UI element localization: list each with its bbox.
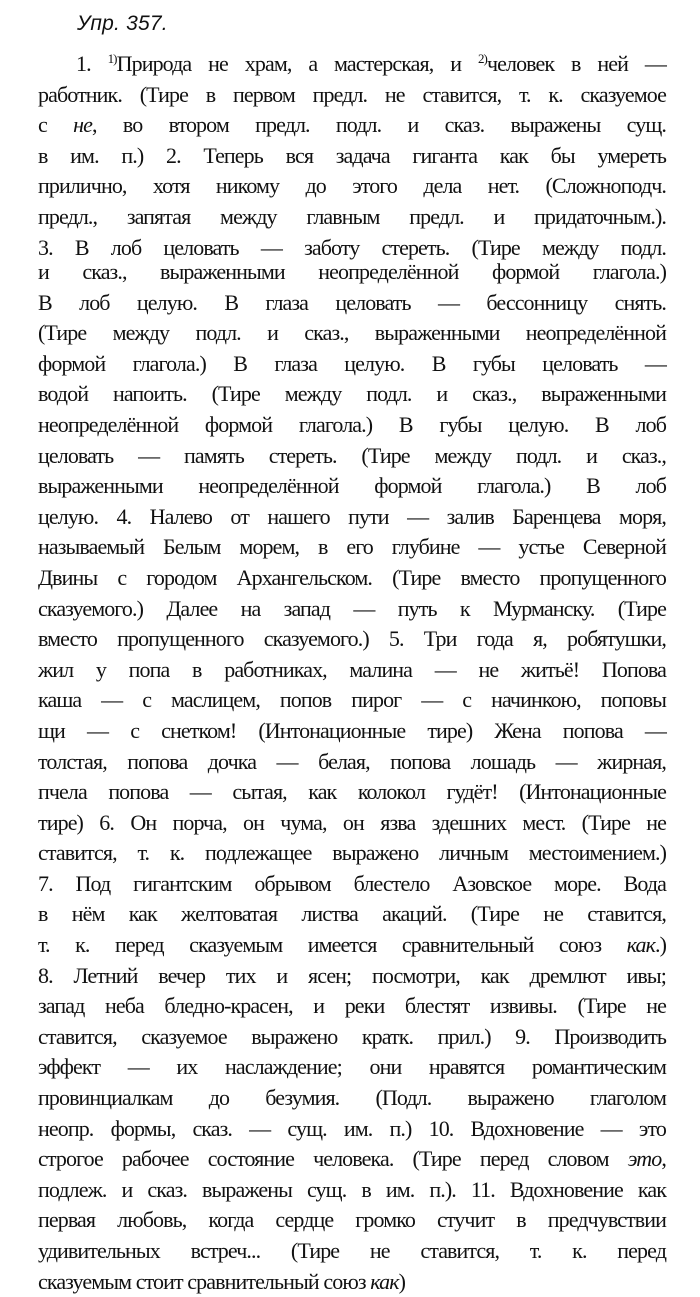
text-line: запад неба бледно-красен, и реки блестят извивы. (Тире не [38, 993, 666, 1019]
italic-word: это [627, 1146, 662, 1172]
text-line: 1. $^{1)}$Природа не храм, а мастерская, и $^{2)}$человек в ней — [76, 51, 666, 76]
text-line: щи — с снетком! (Интонационные тире) Жена попова — [38, 717, 666, 743]
text-line: ставится, т. к. подлежащее выражено личным местоимением.) [38, 840, 666, 866]
italic-word: не [73, 112, 93, 138]
text-line: в им. п.) 2. Теперь вся задача гиганта как бы умереть [38, 142, 666, 168]
paragraph-block-2 [38, 257, 666, 1297]
text-line: называемый Белым морем, в его глубине — устье Северной [38, 534, 666, 560]
text-line: вместо пропущенного сказуемого.) 5. Три года я, робятушки, [38, 626, 666, 652]
text-line: подлеж. и сказ. выражены сущ. в им. п.). 11. Вдохновение как [38, 1176, 666, 1202]
text-line: прилично, хотя никому до этого дела нет. (Сложноподч. [38, 173, 666, 199]
text-line: каша — с маслицем, попов пирог — с начинкою, поповы [38, 687, 666, 713]
text-line: 8. Летний вечер тих и ясен; посмотри, как дремлют ивы; [38, 962, 666, 988]
text-line: толстая, попова дочка — белая, попова лошадь — жирная, [38, 748, 666, 774]
text-line: сказуемого.) Далее на запад — путь к Мурманску. (Тире [38, 595, 666, 621]
text-line: целовать — память стереть. (Тире между подл. и сказ., [38, 442, 666, 468]
text-line: и сказ., выраженными неопределённой формой глагола.) [38, 259, 666, 284]
text-line: ставится, сказуемое выражено кратк. прил.) 9. Производить [38, 1023, 666, 1049]
text-line: удивительных встреч... (Тире не ставится, т. к. перед [38, 1238, 666, 1263]
text-line: провинциалкам до безумия. (Подл. выражено глаголом [38, 1085, 666, 1111]
text-line: тире) 6. Он порча, он чума, он язва здешних мест. (Тире не [38, 809, 666, 835]
text-line: работник. (Тире в первом предл. не ставится, т. к. сказуемое [38, 81, 666, 107]
text-line: водой напоить. (Тире между подл. и сказ., выраженными [38, 381, 666, 407]
text-line: предл., запятая между главным предл. и придаточным.). [38, 203, 666, 229]
text-line: 7. Под гигантским обрывом блестело Азовское море. Вода [38, 870, 666, 896]
italic-word: как [370, 1268, 399, 1294]
text-line: с не, во втором предл. подл. и сказ. выражены сущ. [38, 112, 666, 138]
text-line: сказуемым стоит сравнительный союз как) [38, 1268, 406, 1294]
text-line: пчела попова — сытая, как колокол гудёт! (Интонационные [38, 779, 666, 805]
text-line: эффект — их наслаждение; они нравятся романтическим [38, 1054, 666, 1080]
exercise-title: Упр. 357. [77, 12, 168, 35]
text-line: жил у попа в работниках, малина — не житьё! Попова [38, 656, 666, 682]
text-line: неопределённой формой глагола.) В губы целую. В лоб [38, 411, 666, 437]
footnote-marker-2: 2) [477, 51, 487, 66]
text-line: первая любовь, когда сердце громко стучит в предчувствии [38, 1207, 666, 1233]
text-line: целую. 4. Налево от нашего пути — залив Баренцева моря, [38, 503, 666, 529]
text-line: в нём как желтоватая листва акаций. (Тире не ставится, [38, 901, 666, 927]
text-line: выраженными неопределённой формой глагола.) В лоб [38, 473, 666, 499]
text-line: формой глагола.) В глаза целую. В губы целовать — [38, 350, 666, 376]
text-line: неопр. формы, сказ. — сущ. им. п.) 10. Вдохновение — это [38, 1115, 666, 1141]
italic-word: как [626, 932, 655, 958]
text-line: 3. В лоб целовать — заботу стереть. (Тире между подл. [38, 234, 666, 260]
footnote-marker-1: 1) [107, 51, 117, 66]
paragraph-block-1 [38, 49, 666, 263]
text-line: строгое рабочее состояние человека. (Тире перед словом это, [38, 1146, 666, 1172]
text-line: В лоб целую. В глаза целовать — бессонницу снять. [38, 289, 666, 315]
text-line: т. к. перед сказуемым имеется сравнительный союз как.) [38, 932, 666, 958]
text-line: (Тире между подл. и сказ., выраженными неопределённой [38, 320, 666, 346]
text-line: Двины с городом Архангельском. (Тире вместо пропущенного [38, 564, 666, 590]
